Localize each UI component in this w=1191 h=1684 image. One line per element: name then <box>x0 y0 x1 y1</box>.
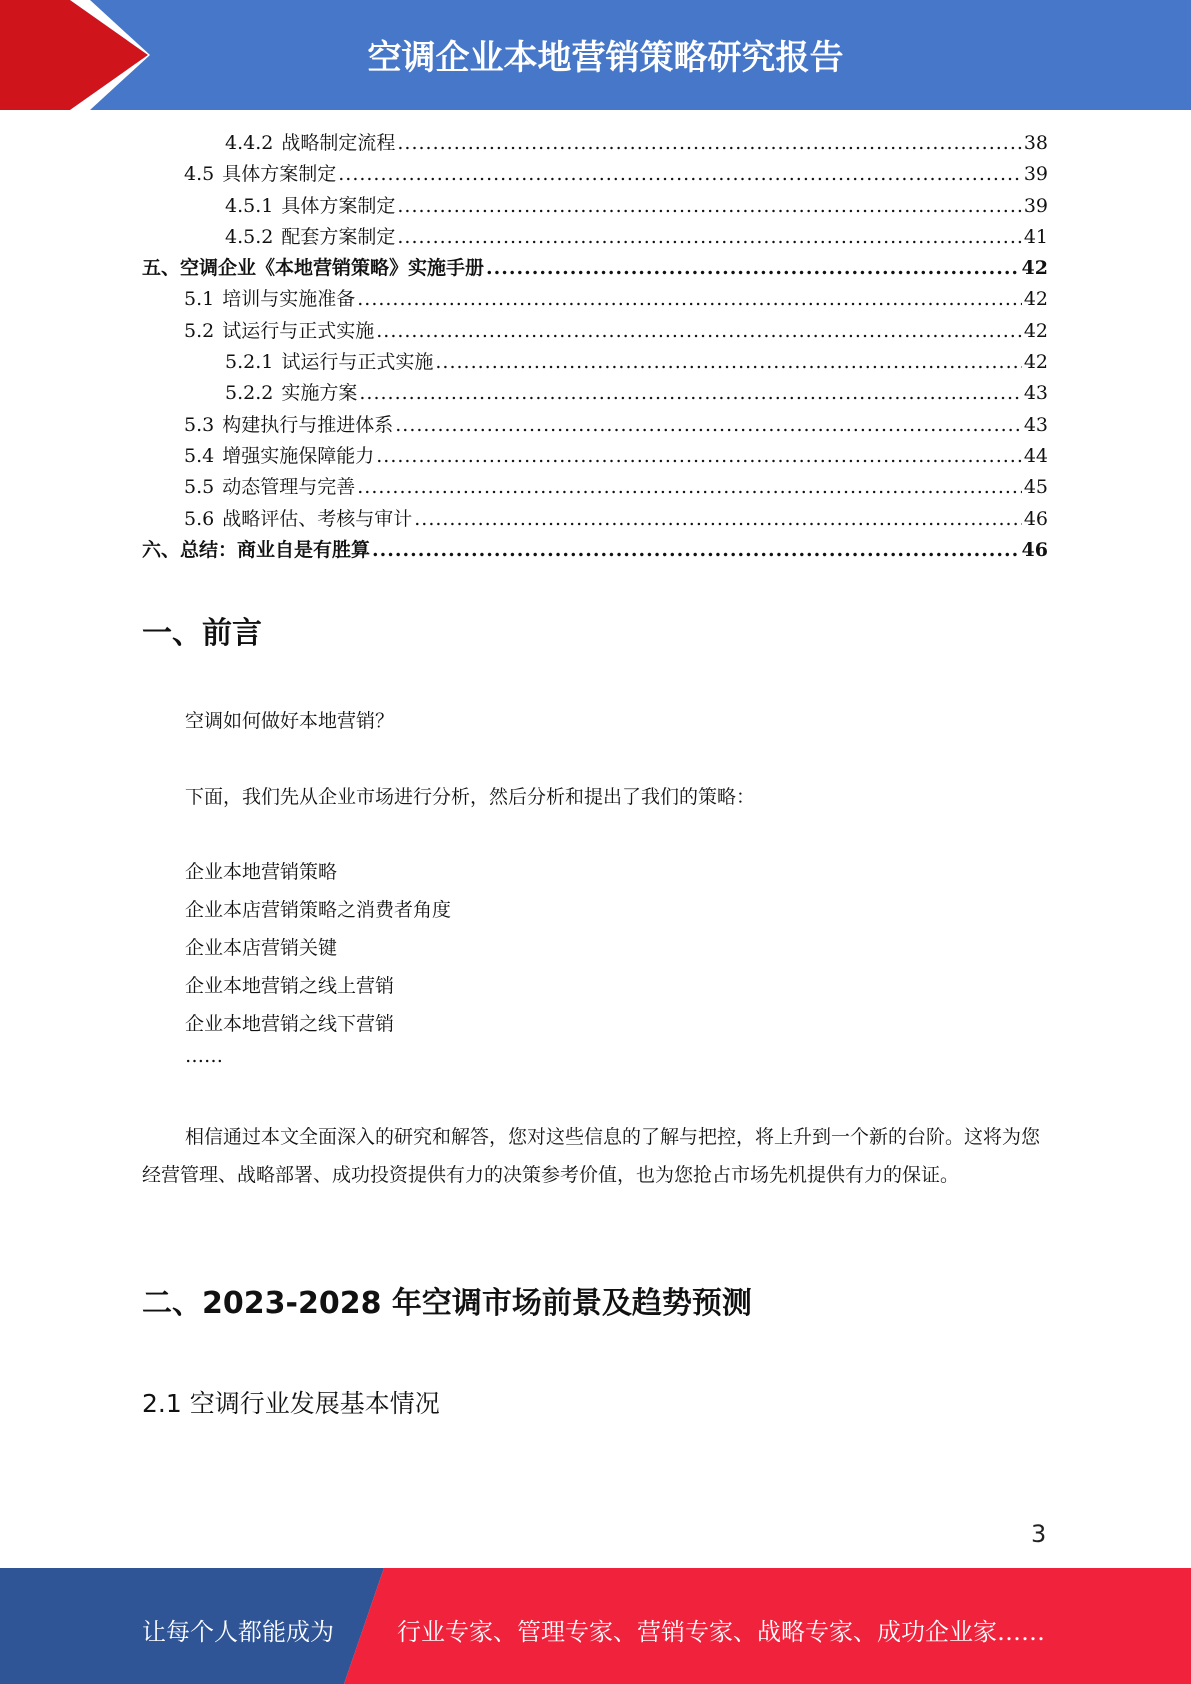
toc-entry-page: 41 <box>1023 225 1048 248</box>
toc-leader-dots <box>338 159 1022 190</box>
toc-entry-number: 4.5.2 <box>225 225 274 248</box>
toc-entry-page: 45 <box>1023 476 1048 499</box>
toc-entry[interactable] <box>142 222 1048 253</box>
preface-intro: 下面，我们先从企业市场进行分析，然后分析和提出了我们的策略： <box>185 786 756 808</box>
toc-entry-title: 配套方案制定 <box>281 225 396 248</box>
toc-entry[interactable] <box>142 191 1048 222</box>
toc-entry[interactable] <box>142 378 1048 409</box>
toc-entry[interactable] <box>142 441 1048 472</box>
toc-entry[interactable] <box>142 253 1048 284</box>
footer-slogan-right: 行业专家、管理专家、营销专家、战略专家、成功企业家…… <box>397 1618 1045 1646</box>
toc-entry-number: 5.5 <box>184 476 215 499</box>
toc-entry-number: 5.2.2 <box>225 382 274 405</box>
toc-leader-dots <box>397 222 1021 253</box>
toc-entry[interactable] <box>142 159 1048 190</box>
section-heading-preface: 一、前言 <box>142 616 262 651</box>
toc-entry-number: 5.3 <box>184 413 215 436</box>
toc-entry-page: 43 <box>1023 413 1048 436</box>
toc-entry-page: 46 <box>1023 507 1048 530</box>
toc-leader-dots <box>357 284 1022 315</box>
footer-slogan-left: 让每个人都能成为 <box>142 1618 334 1646</box>
page-header <box>0 0 1191 110</box>
list-item: …… <box>185 1045 223 1067</box>
toc-entry-title: 战略评估、考核与审计 <box>222 507 413 530</box>
toc-leader-dots <box>397 191 1021 222</box>
toc-entry-title: 动态管理与完善 <box>222 476 356 499</box>
toc-entry-number: 4.5 <box>184 163 215 186</box>
toc-leader-dots <box>486 253 1020 284</box>
toc-leader-dots <box>395 410 1022 441</box>
toc-leader-dots <box>372 535 1020 566</box>
report-title: 空调企业本地营销策略研究报告 <box>367 38 844 78</box>
toc-entry-page: 42 <box>1021 257 1048 280</box>
toc-leader-dots <box>397 128 1021 159</box>
toc-entry[interactable] <box>142 472 1048 503</box>
toc-entry-title: 试运行与正式实施 <box>222 319 375 342</box>
toc-entry[interactable] <box>142 347 1048 378</box>
page-number: 3 <box>1031 1520 1047 1548</box>
toc-entry-title: 构建执行与推进体系 <box>222 413 394 436</box>
toc-entry-title: 五、空调企业《本地营销策略》实施手册 <box>142 257 485 280</box>
toc-entry[interactable] <box>142 128 1048 159</box>
toc-entry-page: 42 <box>1023 319 1048 342</box>
section-heading-market-forecast: 二、2023-2028 年空调市场前景及趋势预测 <box>142 1286 752 1321</box>
toc-entry-page: 39 <box>1023 163 1048 186</box>
toc-entry-number: 5.4 <box>184 444 215 467</box>
list-item: 企业本店营销策略之消费者角度 <box>185 899 452 921</box>
toc-entry-title: 实施方案 <box>281 382 358 405</box>
toc-entry[interactable] <box>142 284 1048 315</box>
toc-leader-dots <box>376 316 1022 347</box>
toc-entry-page: 39 <box>1023 194 1048 217</box>
toc-entry-title: 培训与实施准备 <box>222 288 356 311</box>
table-of-contents <box>142 128 1048 566</box>
toc-entry-number: 5.1 <box>184 288 215 311</box>
toc-entry-title: 具体方案制定 <box>281 194 396 217</box>
list-item: 企业本店营销关键 <box>185 937 338 959</box>
preface-closing-paragraph: 相信通过本文全面深入的研究和解答，您对这些信息的了解与把控，将上升到一个新的台阶。这将为您经营管理、战略部署、成功投资提供有力的决策参考价值，也为您抢占市场先机提供有力的保证。 <box>142 1126 1041 1186</box>
toc-entry-number: 5.2.1 <box>225 351 274 374</box>
toc-entry-number: 5.2 <box>184 319 215 342</box>
strategy-list <box>185 853 451 1069</box>
toc-entry-page: 42 <box>1023 351 1048 374</box>
page-footer <box>0 1568 1191 1684</box>
toc-entry[interactable] <box>142 535 1048 566</box>
toc-entry-number: 5.6 <box>184 507 215 530</box>
toc-entry[interactable] <box>142 316 1048 347</box>
toc-leader-dots <box>435 347 1021 378</box>
toc-entry-page: 38 <box>1023 132 1048 154</box>
toc-entry-title: 具体方案制定 <box>222 163 337 186</box>
list-item: 企业本地营销策略 <box>185 861 338 883</box>
toc-leader-dots <box>359 378 1021 409</box>
toc-entry-number: 4.5.1 <box>225 194 274 217</box>
toc-entry-page: 44 <box>1023 444 1048 467</box>
subsection-heading: 2.1 空调行业发展基本情况 <box>142 1389 440 1418</box>
toc-entry-title: 试运行与正式实施 <box>281 351 434 374</box>
toc-entry-title: 六、总结：商业自是有胜算 <box>142 538 371 561</box>
toc-entry-page: 46 <box>1021 538 1048 561</box>
list-item: 企业本地营销之线下营销 <box>185 1013 395 1035</box>
toc-entry-title: 增强实施保障能力 <box>222 444 375 467</box>
preface-question: 空调如何做好本地营销？ <box>185 710 395 732</box>
toc-entry[interactable] <box>142 410 1048 441</box>
toc-leader-dots <box>376 441 1022 472</box>
list-item: 企业本地营销之线上营销 <box>185 975 395 997</box>
toc-entry[interactable] <box>142 504 1048 535</box>
toc-entry-number: 4.4.2 <box>225 132 274 154</box>
toc-leader-dots <box>414 504 1022 535</box>
toc-leader-dots <box>357 472 1022 503</box>
toc-entry-title: 战略制定流程 <box>281 132 396 154</box>
toc-entry-page: 43 <box>1023 382 1048 405</box>
toc-entry-page: 42 <box>1023 288 1048 311</box>
